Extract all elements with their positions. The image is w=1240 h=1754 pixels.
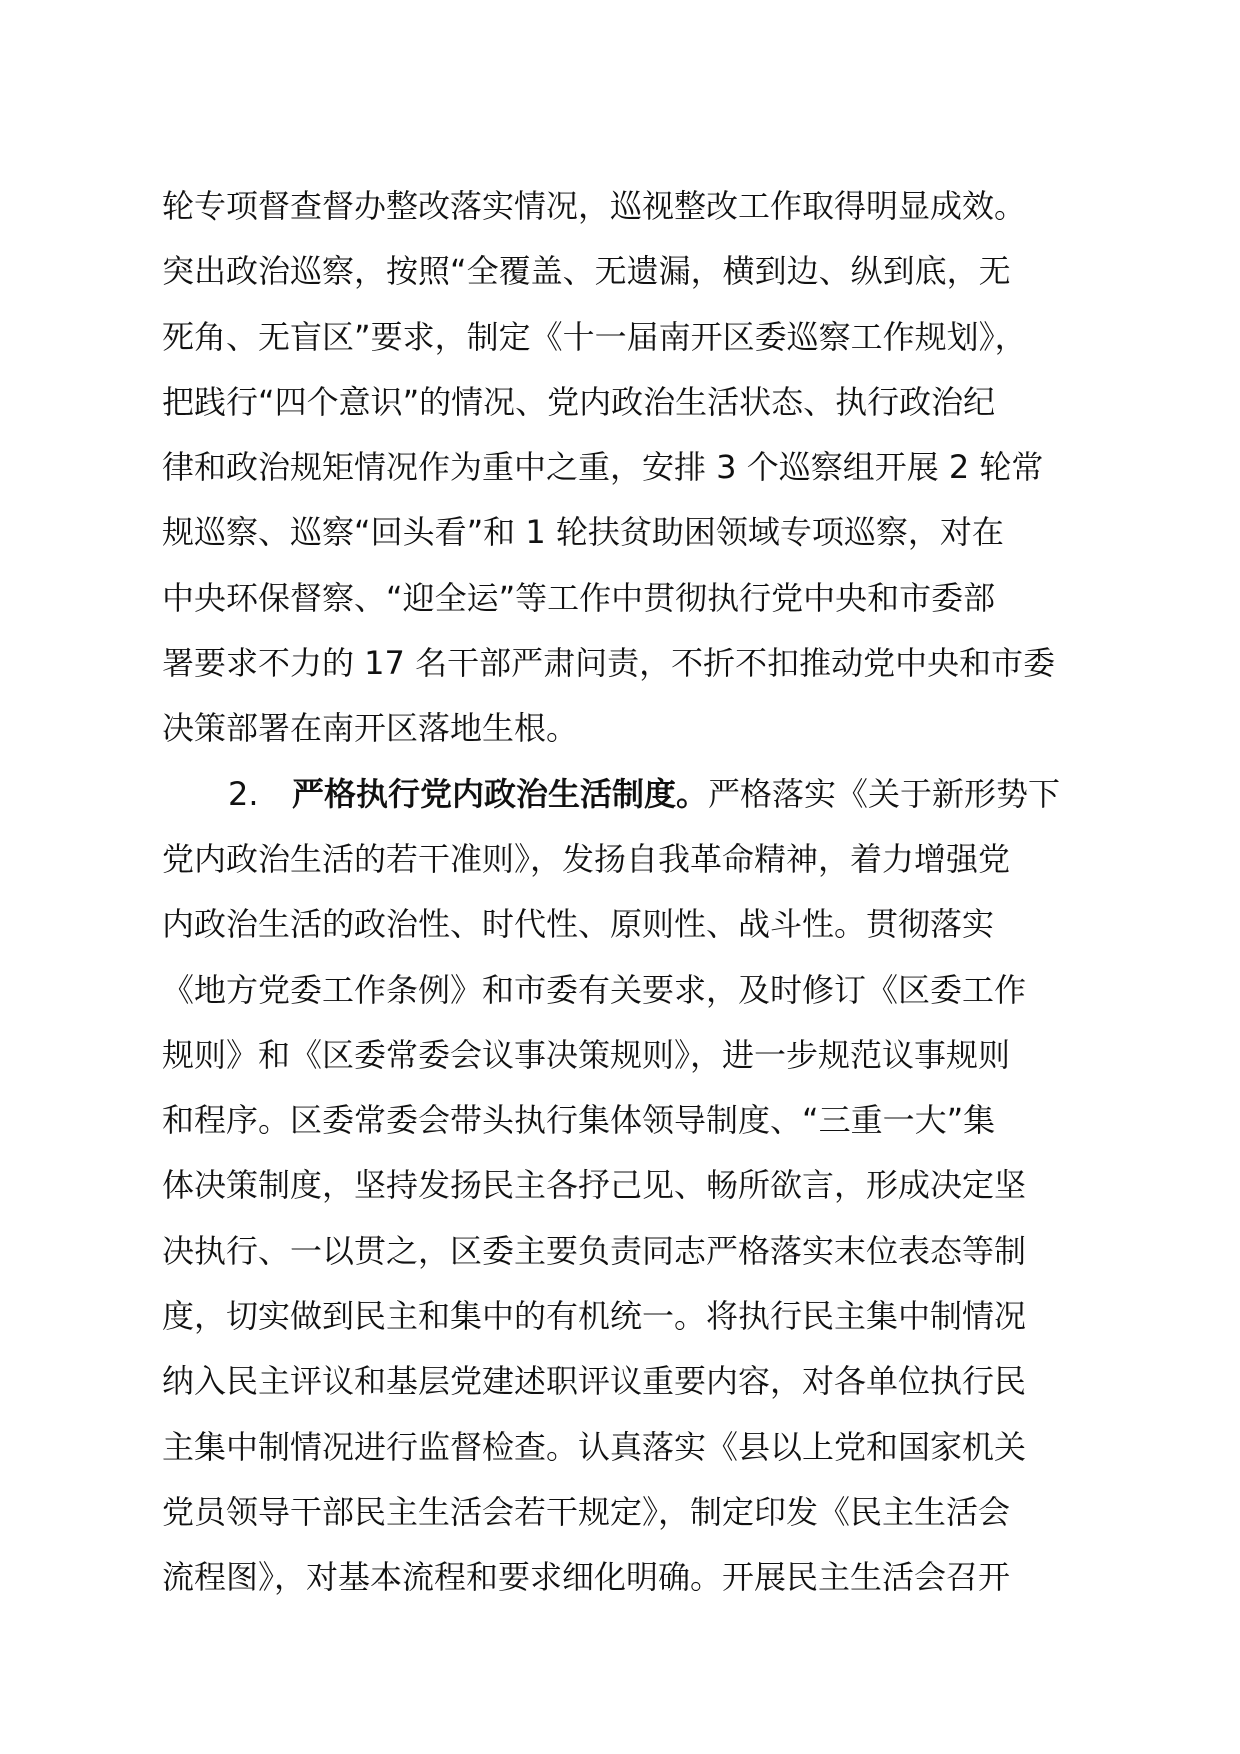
section-number: 2. <box>228 774 259 813</box>
text-line: 突出政治巡察，按照“全覆盖、无遗漏，横到边、纵到底，无 <box>162 252 1011 291</box>
text-line: 署要求不力的 17 名干部严肃问责，不折不扣推动党中央和市委 <box>162 644 1056 683</box>
document-body <box>162 174 1102 1611</box>
text-line: 体决策制度，坚持发扬民主各抒己见、畅所欲言，形成决定坚 <box>162 1166 1027 1205</box>
text-line: 决策部署在南开区落地生根。 <box>162 709 579 748</box>
text-line: 轮专项督查督办整改落实情况，巡视整改工作取得明显成效。 <box>162 187 1027 225</box>
text-line: 主集中制情况进行监督检查。认真落实《县以上党和国家机关 <box>162 1427 1027 1466</box>
text-line: 规巡察、巡察“回头看”和 1 轮扶贫助困领域专项巡察，对在 <box>162 513 1004 552</box>
section-heading: 严格执行党内政治生活制度。 <box>292 774 709 813</box>
text-line: 度，切实做到民主和集中的有机统一。将执行民主集中制情况 <box>162 1297 1027 1336</box>
text-line: 规则》和《区委常委会议事决策规则》，进一步规范议事规则 <box>162 1035 1011 1074</box>
text-line: 党员领导干部民主生活会若干规定》，制定印发《民主生活会 <box>162 1492 1011 1531</box>
section-heading-line <box>162 762 1102 827</box>
text-line: 把践行“四个意识”的情况、党内政治生活状态、执行政治纪 <box>162 382 996 421</box>
text-line: 死角、无盲区”要求，制定《十一届南开区委巡察工作规划》， <box>162 317 1027 356</box>
text-line: 纳入民主评议和基层党建述职评议重要内容，对各单位执行民 <box>162 1362 1027 1401</box>
text-line: 中央环保督察、“迎全运”等工作中贯彻执行党中央和市委部 <box>162 578 996 617</box>
text-line: 决执行、一以贯之，区委主要负责同志严格落实末位表态等制 <box>162 1231 1027 1270</box>
text-line: 律和政治规矩情况作为重中之重，安排 3 个巡察组开展 2 轮常 <box>162 448 1044 487</box>
text-line: 内政治生活的政治性、时代性、原则性、战斗性。贯彻落实 <box>162 905 995 944</box>
text-line: 党内政治生活的若干准则》，发扬自我革命精神，着力增强党 <box>162 839 1011 878</box>
text-line: 《地方党委工作条例》和市委有关要求，及时修订《区委工作 <box>162 970 1027 1009</box>
section-first-line-text: 严格落实《关于新形势下 <box>708 774 1061 813</box>
text-line: 流程图》，对基本流程和要求细化明确。开展民主生活会召开 <box>162 1558 1011 1597</box>
text-line: 和程序。区委常委会带头执行集体领导制度、“三重一大”集 <box>162 1101 996 1140</box>
